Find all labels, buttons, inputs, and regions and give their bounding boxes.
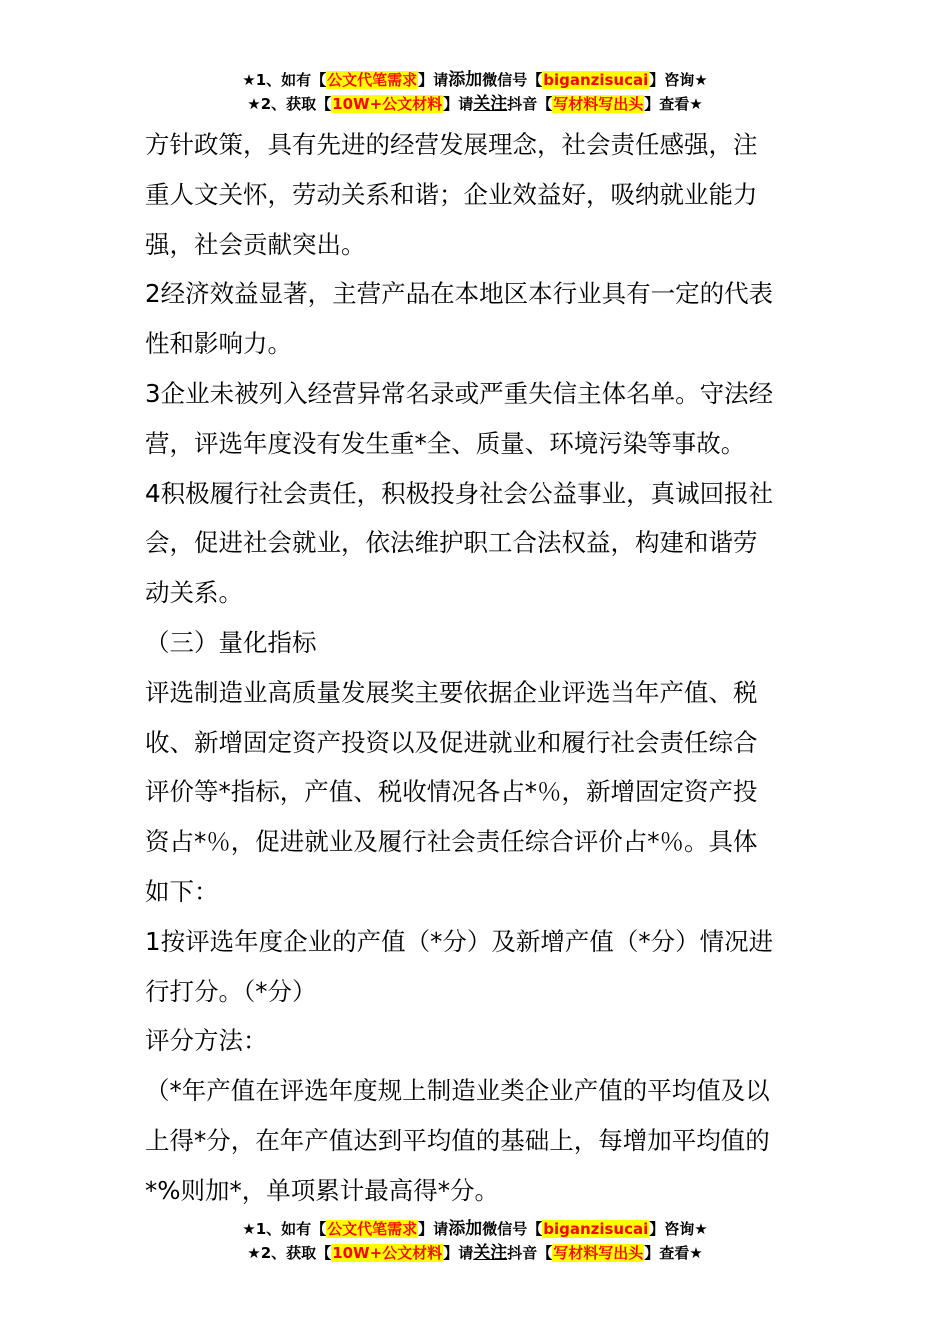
promo-banner-top [0, 68, 950, 116]
body-line: 动关系。 [145, 578, 243, 608]
banner-text: 】请 [443, 95, 474, 113]
highlight-wechat-id: biganzisucai [543, 1220, 649, 1238]
banner-text: 】查看★ [644, 95, 703, 113]
highlight-ghostwriting: 公文代笔需求 [327, 71, 418, 89]
banner-text: 】咨询★ [649, 1220, 708, 1238]
banner-emphasis: 添加 [448, 70, 483, 90]
body-line: 3企业未被列入经营异常名录或严重失信主体名单。守法经 [145, 378, 774, 408]
highlight-ghostwriting: 公文代笔需求 [327, 1220, 418, 1238]
body-line: 评价等*指标，产值、税收情况各占*％，新增固定资产投 [145, 777, 758, 807]
body-line: 如下： [145, 876, 219, 906]
banner-text: 】查看★ [644, 1244, 703, 1262]
section-heading: （三）量化指标 [145, 627, 317, 657]
banner-text: 微信号【 [482, 1220, 543, 1238]
body-line: 4积极履行社会责任，积极投身社会公益事业，真诚回报社 [145, 478, 774, 508]
highlight-wechat-id: biganzisucai [543, 71, 649, 89]
highlight-materials: 10W+公文材料 [332, 95, 443, 113]
body-line: 1按评选年度企业的产值（*分）及新增产值（*分）情况进 [145, 926, 774, 956]
body-line: 重人文关怀，劳动关系和谐；企业效益好，吸纳就业能力 [145, 179, 758, 209]
banner-text: 抖音【 [507, 95, 553, 113]
body-line: 会，促进社会就业，依法维护职工合法权益，构建和谐劳 [145, 528, 758, 558]
highlight-douyin-account: 写材料写出头 [553, 1244, 644, 1262]
body-line: 上得*分，在年产值达到平均值的基础上，每增加平均值的 [145, 1125, 770, 1155]
highlight-materials: 10W+公文材料 [332, 1244, 443, 1262]
banner-text: ★2、获取【 [247, 95, 332, 113]
body-line: *%则加*，单项累计最高得*分。 [145, 1175, 500, 1205]
banner-text: 】请 [418, 71, 449, 89]
body-line: 行打分。（*分） [145, 976, 317, 1006]
body-line: 强，社会贡献突出。 [145, 229, 366, 259]
banner-line-1 [0, 68, 950, 92]
banner-emphasis: 关注 [473, 1243, 508, 1263]
banner-text: ★1、如有【 [242, 1220, 327, 1238]
banner-text: ★1、如有【 [242, 71, 327, 89]
body-line: 评选制造业高质量发展奖主要依据企业评选当年产值、税 [145, 677, 758, 707]
body-line: 性和影响力。 [145, 329, 292, 359]
body-line: 2经济效益显著，主营产品在本地区本行业具有一定的代表 [145, 279, 774, 309]
highlight-douyin-account: 写材料写出头 [553, 95, 644, 113]
banner-text: 微信号【 [482, 71, 543, 89]
banner-text: 】请 [443, 1244, 474, 1262]
body-line: 资占*％，促进就业及履行社会责任综合评价占*％。具体 [145, 827, 758, 857]
body-line: 评分方法： [145, 1026, 268, 1056]
body-line: （*年产值在评选年度规上制造业类企业产值的平均值及以 [145, 1076, 770, 1106]
banner-text: ★2、获取【 [247, 1244, 332, 1262]
banner-line-2 [0, 1241, 950, 1265]
banner-text: 】请 [418, 1220, 449, 1238]
banner-text: 抖音【 [507, 1244, 553, 1262]
banner-emphasis: 添加 [448, 1219, 483, 1239]
body-line: 方针政策，具有先进的经营发展理念，社会责任感强，注 [145, 130, 758, 159]
body-line: 收、新增固定资产投资以及促进就业和履行社会责任综合 [145, 727, 758, 757]
banner-line-2 [0, 92, 950, 116]
banner-line-1 [0, 1217, 950, 1241]
banner-emphasis: 关注 [473, 94, 508, 114]
banner-text: 】咨询★ [649, 71, 708, 89]
body-line: 营，评选年度没有发生重*全、质量、环境污染等事故。 [145, 428, 746, 458]
promo-banner-bottom [0, 1217, 950, 1265]
document-body [145, 120, 810, 1216]
